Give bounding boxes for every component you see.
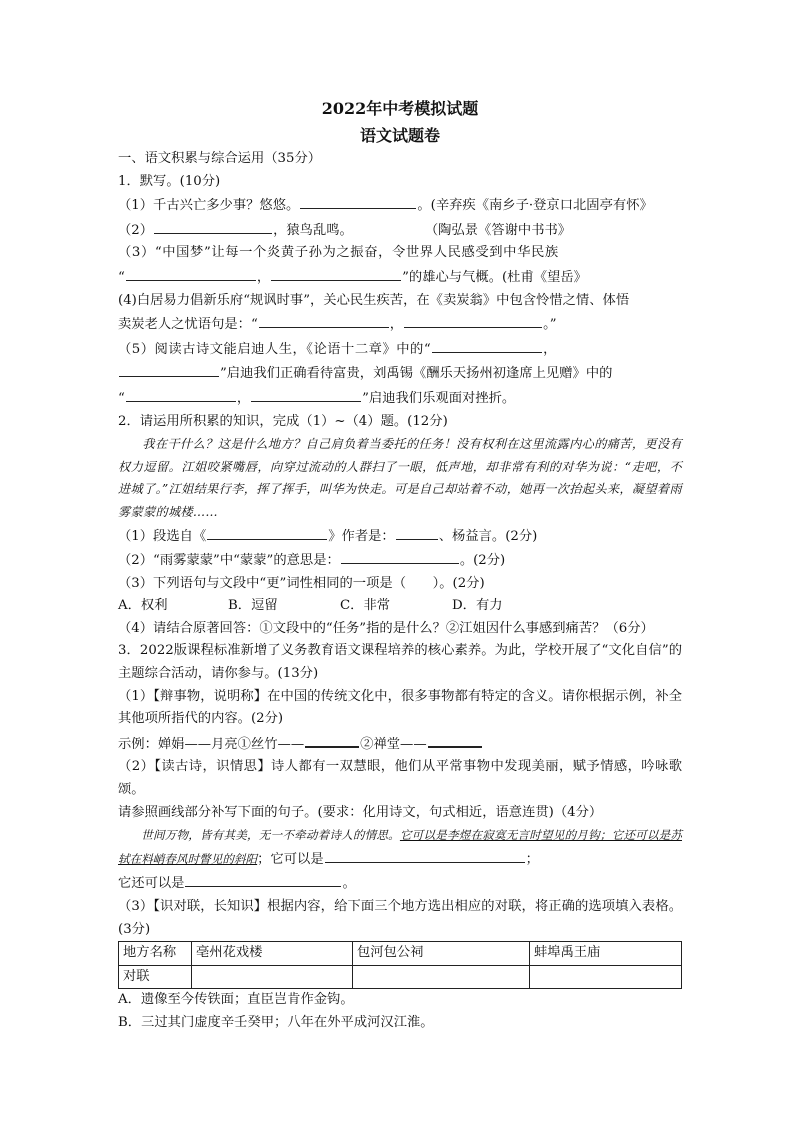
q2-sub-3: （3）下列语句与文段中“更”词性相同的一项是（ ）。(2分) bbox=[118, 575, 485, 591]
q2-heading: 2．请运用所积累的知识，完成（1）~（4）题。(12分) bbox=[118, 413, 448, 429]
answer-blank[interactable] bbox=[251, 386, 361, 402]
q1-heading: 1．默写。(10分) bbox=[118, 173, 221, 189]
q2-sub-4: （4）请结合原著回答：①文段中的“任务”指的是什么？②江姐因什么事感到痛苦？（6分） bbox=[118, 620, 654, 636]
q3-sub-2: （2）【读古诗，识情思】诗人都有一双慧眼，他们从平常事物中发现美丽，赋予情感，吟咏歌颂。 bbox=[118, 759, 682, 798]
table-answer-cell[interactable] bbox=[353, 965, 530, 989]
option-d: D．有力 bbox=[452, 598, 503, 614]
answer-blank[interactable] bbox=[432, 337, 542, 353]
answer-blank[interactable] bbox=[185, 871, 341, 887]
q1-item-3: （3）“中国梦”让每一个炎黄子孙为之振奋，令世界人民感受到中华民族 bbox=[118, 245, 559, 261]
q1-item-5-line3: “ ， ”启迪我们乐观面对挫折。 bbox=[118, 386, 682, 411]
q2-options bbox=[118, 595, 682, 618]
couplet-table bbox=[118, 941, 682, 989]
table-header-cell: 地方名称 bbox=[119, 942, 192, 966]
answer-blank[interactable] bbox=[325, 847, 525, 863]
answer-blank[interactable] bbox=[207, 524, 327, 540]
answer-blank[interactable] bbox=[119, 361, 219, 377]
q1-item-1: （1）千古兴亡多少事？悠悠。 。(辛弃疾《南乡子·登京口北固亭有怀》 bbox=[118, 193, 682, 218]
answer-blank[interactable] bbox=[300, 193, 416, 209]
answer-blank[interactable] bbox=[341, 548, 459, 564]
exam-title: 2022年中考模拟试题 bbox=[321, 99, 479, 118]
q2-sub-1: （1）段选自《 》作者是： 、杨益言。(2分) bbox=[118, 524, 682, 549]
option-b: B．逗留 bbox=[228, 598, 278, 614]
table-label-cell: 对联 bbox=[119, 965, 192, 989]
table-header-cell: 蚌埠禹王庙 bbox=[530, 942, 682, 966]
q1-item-5: （5）阅读古诗文能启迪人生，《论语十二章》中的“ ， bbox=[118, 337, 682, 362]
q3-sub-1: （1）【辩事物，说明称】在中国的传统文化中，很多事物都有特定的含义。请你根据示例，补全其他项所指代的内容。(2分) bbox=[118, 688, 682, 727]
q3-passage: 世间万物，皆有其美，无一不牵动着诗人的情思。它可以是李煜在寂寞无言时望见的月钩；它还可以是苏轼在料峭春风时瞥见的斜阳；它可以是 ； bbox=[118, 828, 682, 867]
section-heading: 一、语文积累与综合运用（35分） bbox=[118, 151, 322, 166]
q1-item-4: (4)白居易力倡新乐府“规讽时事”，关心民生疾苦，在《卖炭翁》中包含怜惜之情、体悟 bbox=[118, 292, 630, 308]
q1-item-5-line2: ”启迪我们正确看待富贵，刘禹锡《酬乐天扬州初逢席上见赠》中的 bbox=[118, 361, 682, 386]
answer-blank[interactable] bbox=[154, 218, 272, 234]
table-header-cell: 包河包公祠 bbox=[353, 942, 530, 966]
answer-blank[interactable] bbox=[396, 524, 438, 540]
table-row bbox=[119, 965, 682, 989]
answer-blank[interactable] bbox=[428, 731, 482, 748]
q1-item-4-blanks: 卖炭老人之忧语句是：“ ， 。” bbox=[118, 312, 682, 337]
answer-blank[interactable] bbox=[305, 731, 359, 748]
q1-item-3-blanks: “ ， ”的雄心与气概。(杜甫《望岳》 bbox=[118, 265, 682, 290]
couplet-option-b: B．三过其门虚度辛壬癸甲；八年在外平成河汉江淮。 bbox=[118, 1014, 434, 1030]
table-answer-cell[interactable] bbox=[192, 965, 353, 989]
q3-passage-line3: 它还可以是 。 bbox=[118, 871, 682, 896]
answer-blank[interactable] bbox=[126, 265, 256, 281]
q3-example: 示例：婵娟——月亮①丝竹—— ②禅堂—— bbox=[118, 731, 682, 757]
q3-sub-2-requirement: 请参照画线部分补写下面的句子。(要求：化用诗文，句式相近，语意连贯)（4分） bbox=[118, 804, 603, 820]
q2-passage: 我在干什么？这是什么地方？自己肩负着当委托的任务！没有权利在这里流露内心的痛苦，更没有权力逗留。江姐咬紧嘴唇，向穿过流动的人群扫了一眼，低声地，却非常有利的对华为说：“走吧，不进城了。”江姐结果行李，挥了挥手，叫华为快走。可是自己却站着不动，她再一次抬起头来，凝望着雨雾蒙蒙的城楼…… bbox=[118, 437, 682, 519]
option-c: C．非常 bbox=[340, 598, 391, 614]
answer-blank[interactable] bbox=[259, 312, 389, 328]
q3-sub-3: （3）【识对联，长知识】根据内容，给下面三个地方选出相应的对联，将正确的选项填入表格。(3分) bbox=[118, 899, 682, 937]
exam-subtitle: 语文试题卷 bbox=[359, 126, 440, 145]
table-answer-cell[interactable] bbox=[530, 965, 682, 989]
table-header-cell: 亳州花戏楼 bbox=[192, 942, 353, 966]
couplet-option-a: A．遗像至今传铁面；直臣岂肯作金钩。 bbox=[118, 992, 354, 1008]
q2-sub-2: （2）“雨雾蒙蒙”中“蒙蒙”的意思是： 。(2分) bbox=[118, 548, 682, 573]
table-row bbox=[119, 942, 682, 966]
answer-blank[interactable] bbox=[126, 386, 236, 402]
q1-item-2: （2） ，猿鸟乱鸣。 （陶弘景《答谢中书书》 bbox=[118, 218, 682, 243]
answer-blank[interactable] bbox=[271, 265, 401, 281]
answer-blank[interactable] bbox=[404, 312, 542, 328]
q3-heading: 3．2022版课程标准新增了义务教育语文课程培养的核心素养。为此，学校开展了“文化自信”的主题综合活动，请你参与。(13分) bbox=[118, 643, 682, 682]
underlined-model-sentence: 它可以是李煜在寂寞无言时望见的月钩；它还可以是苏轼在料峭春风时瞥见的斜阳 bbox=[118, 828, 682, 866]
exam-page bbox=[118, 96, 682, 1035]
option-a: A．权利 bbox=[118, 598, 168, 614]
